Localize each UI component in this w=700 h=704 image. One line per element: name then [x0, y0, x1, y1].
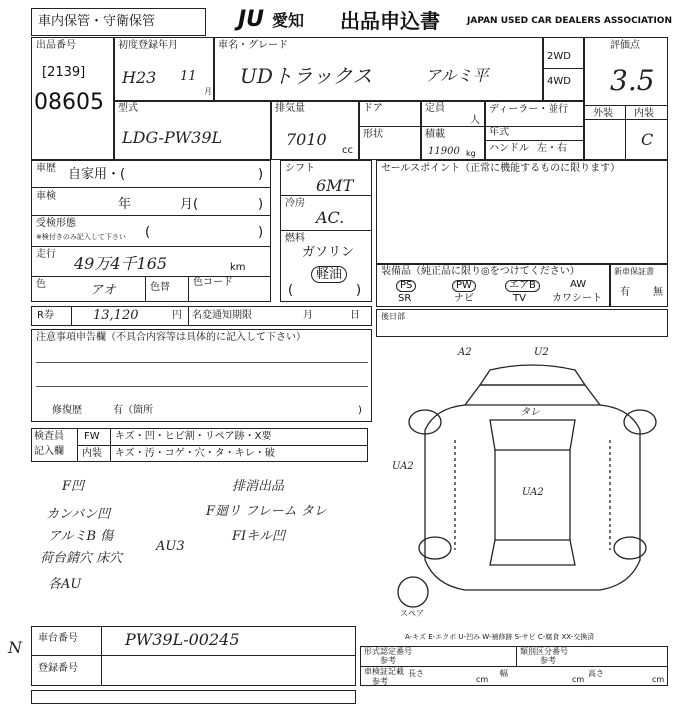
equip-airbag: エアB: [505, 280, 540, 292]
cert-ref-3: 参考: [372, 677, 388, 686]
name-change-day: 日: [350, 310, 360, 321]
color-code-label: 色コード: [193, 277, 233, 288]
hand-note-7: 荷台錆穴 床穴: [40, 551, 123, 566]
org-name: 愛知: [272, 11, 305, 30]
recycle-unit: 円: [172, 310, 182, 321]
history-close: ): [258, 167, 264, 182]
exterior-label: 外装: [593, 108, 613, 119]
equip-seat: カワシート: [552, 293, 602, 304]
car-damage-diagram: [395, 360, 670, 610]
handle-label: ハンドル: [489, 143, 529, 154]
warranty-no: 無: [653, 287, 663, 298]
load-unit: kg: [466, 149, 476, 158]
chassis-label: 車台番号: [38, 633, 78, 644]
cert-cm-1: cm: [476, 675, 489, 684]
repair-close: ): [358, 405, 362, 416]
history-value: 自家用・(: [68, 167, 126, 182]
cert-label-2: 類別区分番号: [520, 647, 568, 656]
model-label: 型式: [118, 103, 138, 114]
model-value: LDG-PW39L: [122, 128, 223, 147]
chassis-value: PW39L-00245: [125, 630, 240, 649]
equip-tv: TV: [513, 293, 526, 304]
repair-value: 有（箇所: [113, 405, 153, 416]
fuel-open: (: [288, 283, 294, 298]
hand-note-6: FIキル凹: [232, 529, 286, 544]
diag-label-ua2-center: UA2: [522, 487, 544, 498]
cert-label: 形式認定番号: [364, 647, 412, 656]
hand-note-1: F凹: [62, 479, 85, 494]
fuel-close: ): [356, 283, 362, 298]
bottom-strip: [31, 690, 356, 704]
reg-label: 初度登録年月: [118, 40, 178, 51]
inspector-label-2: 記入欄: [34, 446, 64, 457]
car-name: UDトラックス: [240, 64, 373, 88]
sales-point-label: セールスポイント（正常に機能するものに限ります）: [381, 163, 621, 174]
displacement-value: 7010: [286, 130, 327, 149]
cert-len: 長さ: [408, 669, 424, 678]
registration-label: 登録番号: [38, 663, 78, 674]
storage-label: 車内保管・守衛保管: [38, 14, 156, 29]
ac-label: 冷房: [285, 198, 305, 209]
equip-aw: AW: [570, 279, 587, 290]
inspector-row1-label: FW: [84, 431, 100, 442]
repair-label: 修復歴: [52, 405, 82, 416]
spare-label: スペア: [400, 609, 424, 618]
inspection-close: ): [258, 197, 264, 212]
ju-logo: JU: [238, 7, 265, 32]
receive-open: (: [145, 225, 151, 240]
lot-number: 08605: [34, 90, 104, 115]
load-label: 積載: [425, 129, 445, 140]
inspector-label-1: 検査員: [34, 431, 64, 442]
warranty-yes: 有: [620, 287, 630, 298]
cert-ref-1: 参考: [380, 656, 396, 665]
reg-month-unit: 月: [204, 87, 212, 96]
equipment-label: 装備品（純正品に限り◎をつけてください）: [381, 266, 580, 277]
fuel-diesel: 軽油: [311, 266, 347, 283]
sales-point-box: [376, 160, 668, 264]
color-value: アオ: [90, 283, 116, 298]
inspection-month: 月(: [180, 197, 199, 212]
receive-close: ): [258, 225, 264, 240]
car-grade: アルミ平: [425, 66, 489, 85]
mileage-label: 走行: [36, 249, 56, 260]
name-change-label: 名変通知期限: [192, 310, 252, 321]
storage-label-box: [31, 8, 206, 36]
reg-month: 11: [180, 69, 197, 84]
equip-navi: ナビ: [454, 293, 474, 304]
load-value: 11900: [428, 146, 460, 157]
inspector-row1: キズ・凹・ヒビ割・リペア跡・X要: [115, 431, 272, 442]
interior-label: 内装: [634, 108, 654, 119]
color-label: 色: [36, 279, 46, 290]
hand-note-5: アルミB 傷: [48, 529, 114, 544]
diag-label-tare: タレ: [520, 407, 540, 418]
cert-dims: 車検証記載: [364, 667, 404, 676]
ac-value: AC.: [316, 208, 345, 227]
equip-sr: SR: [398, 293, 412, 304]
interior-value: C: [641, 130, 654, 149]
history-block: [31, 160, 271, 302]
diag-label-u2: U2: [534, 347, 549, 358]
score-label: 評価点: [610, 40, 640, 51]
notes-label: 注意事項申告欄（不具合内容等は具体的に記入して下さい）: [36, 332, 306, 343]
shape-label: 形状: [363, 129, 383, 140]
equip-pw: PW: [452, 280, 476, 292]
drive-2wd: 2WD: [547, 51, 571, 62]
diag-label-a2: A2: [458, 347, 472, 358]
lot-label: 出品番号: [36, 40, 76, 51]
hand-note-2: 排消出品: [232, 479, 285, 494]
drive-4wd: 4WD: [547, 76, 571, 87]
recycle-value: 13,120: [93, 308, 139, 323]
form-title: 出品申込書: [340, 9, 440, 33]
fuel-label: 燃料: [285, 233, 305, 244]
hand-note-3: カンバン凹: [46, 507, 111, 522]
shift-label: シフト: [285, 163, 315, 174]
inspector-row2-label: 内装: [82, 448, 102, 459]
rear-label: 後日部: [381, 312, 405, 321]
diag-label-ua2-left: UA2: [392, 461, 414, 472]
rear-box: [376, 309, 668, 337]
receive-note: ※検付きのみ記入して下さい: [36, 233, 126, 241]
handle-value: 左・右: [537, 143, 567, 154]
mileage-value: 49万4千165: [74, 254, 168, 273]
capacity-unit: 人: [470, 115, 480, 126]
association-name: JAPAN USED CAR DEALERS ASSOCIATION: [467, 16, 672, 26]
fuel-gasoline: ガソリン: [302, 245, 355, 260]
equip-ps: PS: [396, 280, 416, 292]
hand-note-4: F廻リ フレーム タレ: [206, 504, 327, 519]
capacity-label: 定員: [425, 103, 445, 114]
receive-label: 受検形態: [36, 218, 76, 229]
hand-note-8: AU3: [156, 539, 185, 554]
name-change-month: 月: [303, 310, 313, 321]
year-label: 年式: [489, 127, 509, 138]
inspector-row2: キズ・汚・コゲ・穴・タ・キレ・破: [115, 448, 275, 459]
inspection-label: 車検: [36, 191, 56, 202]
mileage-unit: km: [230, 262, 246, 273]
damage-legend: A-キズ E-エクボ U-凹み W-補修跡 S-サビ C-腐食 XX-交換済: [405, 633, 595, 641]
lot-sub: [2139]: [42, 65, 86, 80]
history-label: 車歴: [36, 163, 56, 174]
cert-cm-2: cm: [572, 675, 585, 684]
margin-mark: N: [8, 638, 22, 657]
cert-wid: 幅: [500, 669, 508, 678]
displacement-label: 排気量: [275, 103, 305, 114]
dealer-label: ディーラー・並行: [489, 104, 569, 115]
score-value: 3.5: [610, 64, 655, 97]
car-label: 車名・グレード: [218, 40, 288, 51]
cert-hgt: 高さ: [588, 669, 604, 678]
cert-ref-2: 参考: [540, 656, 556, 665]
warranty-label: 新車保証書: [614, 267, 654, 276]
shift-value: 6MT: [316, 176, 354, 195]
reg-era: H23: [122, 68, 157, 87]
color-change-label: 色替: [150, 282, 170, 293]
hand-note-9: 各AU: [48, 577, 82, 592]
door-label: ドア: [363, 103, 383, 114]
inspection-year: 年: [118, 197, 132, 212]
recycle-label: R券: [37, 310, 54, 321]
cert-cm-3: cm: [652, 675, 665, 684]
displacement-unit: cc: [342, 145, 353, 156]
